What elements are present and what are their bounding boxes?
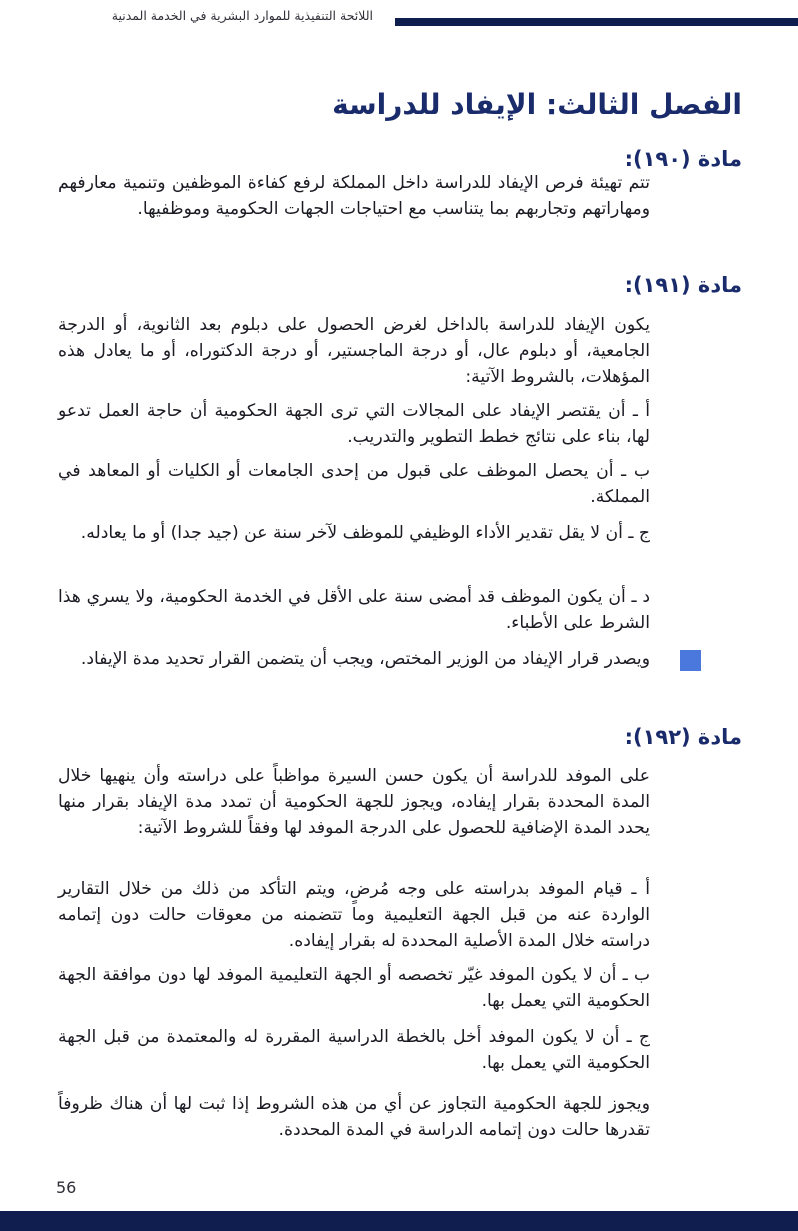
article-191-condition-c: ج ـ أن لا يقل تقدير الأداء الوظيفي للموظف لآخر سنة عن (جيد جدا) أو ما يعادله.	[80, 523, 650, 543]
chapter-title: الفصل الثالث: الإيفاد للدراسة	[332, 88, 742, 121]
article-192-heading: مادة (١٩٢):	[624, 725, 742, 749]
running-header-title: اللائحة التنفيذية للموارد البشرية في الخدمة المدنية	[111, 8, 373, 23]
article-191-condition-b: ب ـ أن يحصل الموظف على قبول من إحدى الجامعات أو الكليات أو المعاهد في المملكة.	[58, 461, 650, 507]
article-190-heading: مادة (١٩٠):	[624, 147, 742, 171]
page-number: 56	[56, 1178, 77, 1197]
article-191-closing: ويصدر قرار الإيفاد من الوزير المختص، ويجب أن يتضمن القرار تحديد مدة الإيفاد.	[80, 649, 650, 669]
article-191-condition-d: د ـ أن يكون الموظف قد أمضى سنة على الأقل في الخدمة الحكومية، ولا يسري هذا الشرط على الأطباء.	[58, 587, 650, 633]
article-192-condition-a: أ ـ قيام الموفد بدراسته على وجه مُرضٍ، ويتم التأكد من ذلك من خلال التقارير الواردة عنه من قبل الجهة التعليمية وما تتضمنه من معوقات حالت دون إتمامه دراسته خلال المدة الأصلية المحددة له بقرار إيفاده.	[58, 879, 650, 951]
footer-bar	[0, 1211, 798, 1231]
article-192-condition-c: ج ـ أن لا يكون الموفد أخل بالخطة الدراسية المقررة له والمعتمدة من قبل الجهة الحكومية التي يعمل بها.	[58, 1027, 650, 1073]
article-191-heading: مادة (١٩١):	[624, 273, 742, 297]
article-192-condition-b: ب ـ أن لا يكون الموفد غيّر تخصصه أو الجهة التعليمية الموفد لها دون موافقة الجهة الحكومية التي يعمل بها.	[58, 965, 650, 1011]
article-190-paragraph: تتم تهيئة فرص الإيفاد للدراسة داخل المملكة لرفع كفاءة الموظفين وتنمية معارفهم ومهاراتهم وتجاربهم بما يتناسب مع احتياجات الجهات الحكومية وموظفيها.	[58, 173, 650, 219]
article-192-closing: ويجوز للجهة الحكومية التجاوز عن أي من هذه الشروط إذا ثبت لها أن هناك ظروفاً تقدرها حالت دون إتمامه الدراسة في المدة المحددة.	[58, 1094, 650, 1140]
article-191-condition-a: أ ـ أن يقتصر الإيفاد على المجالات التي ترى الجهة الحكومية أن حاجة العمل تدعو لها، بناء على نتائج خطط التطوير والتدريب.	[58, 401, 650, 447]
article-192-intro: على الموفد للدراسة أن يكون حسن السيرة مواظباً على دراسته وأن ينهيها خلال المدة المحددة بقرار إيفاده، ويجوز للجهة الحكومية أن تمدد مدة الإيفاد بقرار منها يحدد المدة الإضافية للحصول على الدرجة الموفد لها وفقاً للشروط الآتية:	[58, 766, 650, 838]
header-rule	[395, 18, 798, 26]
bullet-square-icon	[680, 650, 701, 671]
article-191-intro: يكون الإيفاد للدراسة بالداخل لغرض الحصول على دبلوم بعد الثانوية، أو الدرجة الجامعية، أو دبلوم عال، أو درجة الماجستير، أو درجة الدكتوراه، أو ما يعادل هذه المؤهلات، بالشروط الآتية:	[58, 315, 650, 387]
